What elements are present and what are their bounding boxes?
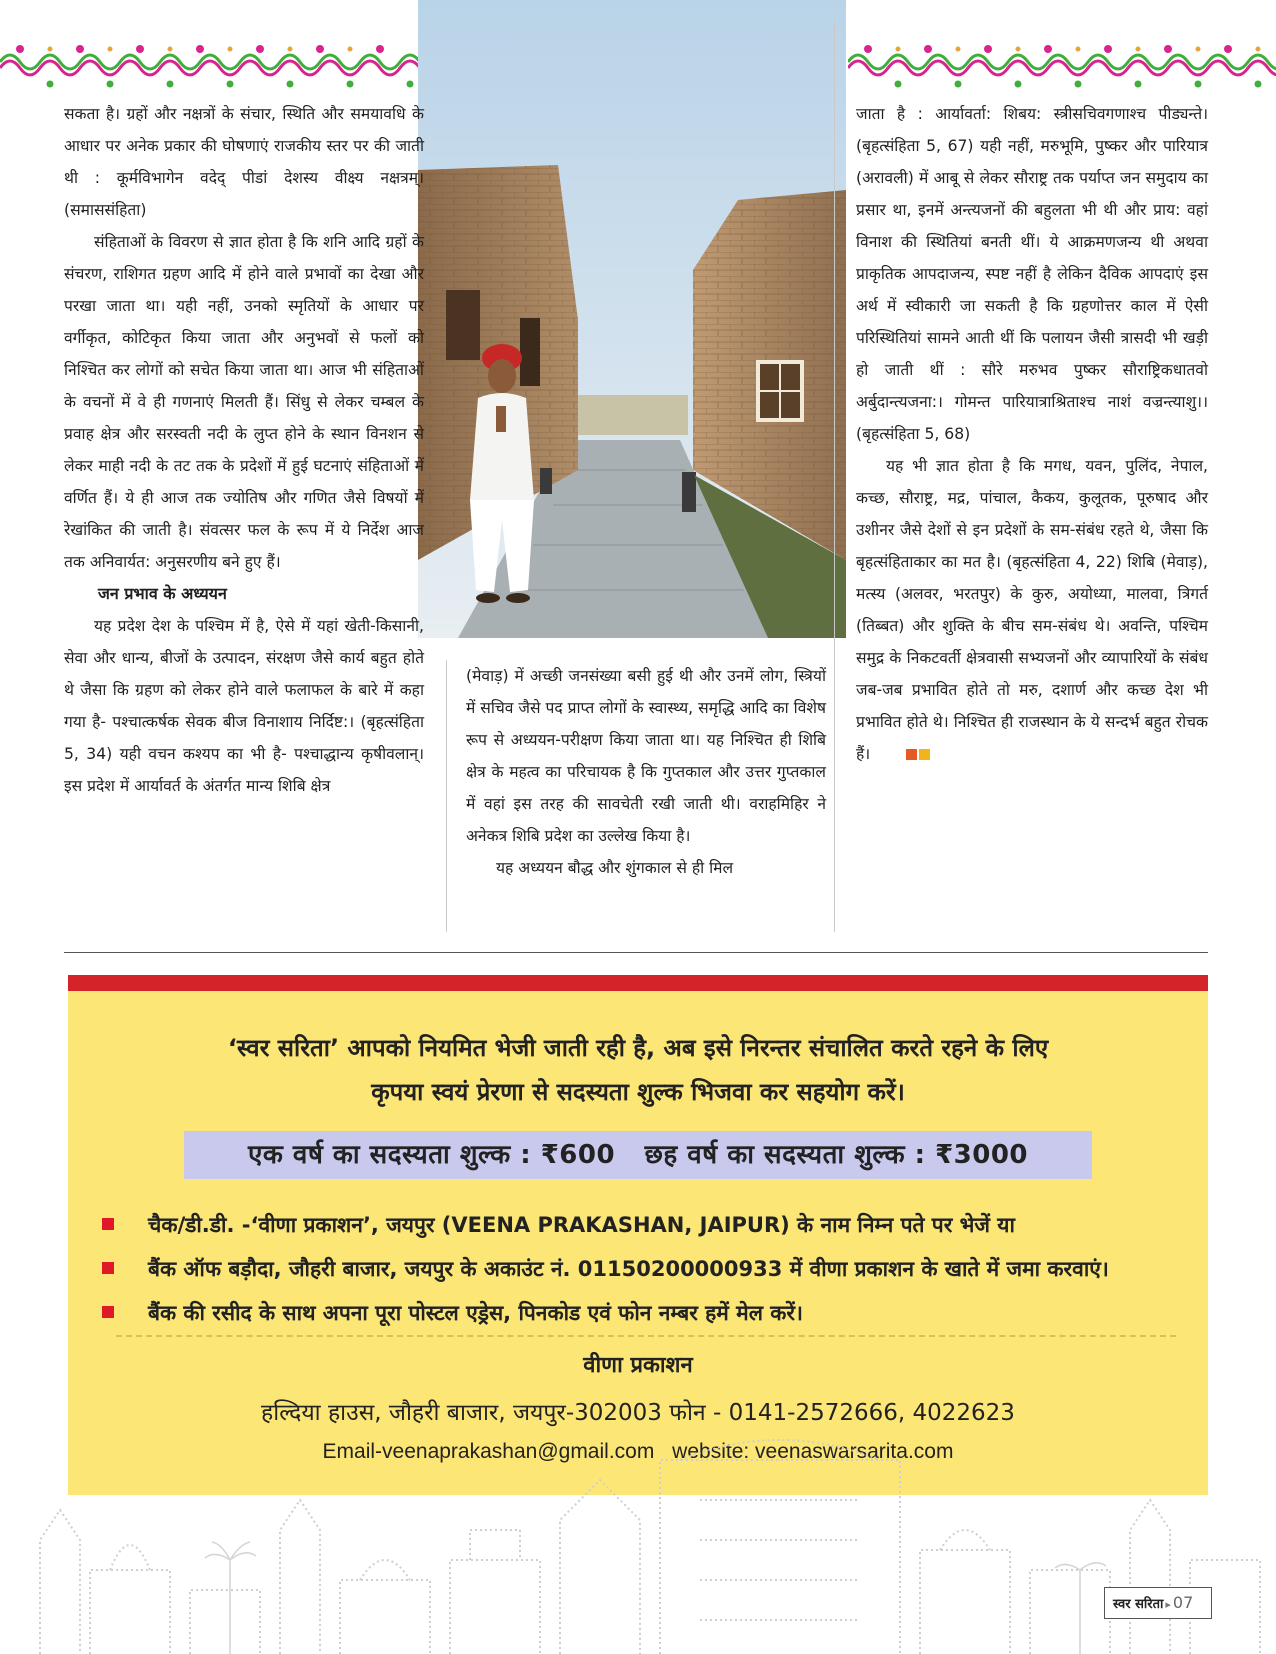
website-link[interactable]: website: veenaswarsarita.com: [672, 1440, 954, 1463]
dashed-divider: [116, 1335, 1176, 1337]
column-divider: [446, 660, 447, 932]
skyline-drawing: [0, 1420, 1276, 1654]
subscription-notice: [68, 975, 1208, 1495]
paragraph: (मेवाड़) में अच्छी जनसंख्या बसी हुई थी और उनमें लोग, स्त्रियों में सचिव जैसे पद प्राप्त लोगों के स्वास्थ्य, समृद्धि आदि का विशेष रूप से अध्ययन-परीक्षण किया जाता था। यह निश्चित ही शिबि क्षेत्र के महत्व का परिचायक है कि गुप्तकाल और उत्तर गुप्तकाल में वहां इस तरह की सावचेती रखी जाती थी। वराहमिहिर ने अनेकत्र शिबि प्रदेश का उल्लेख किया है।: [466, 667, 826, 845]
paragraph: यह अध्ययन बौद्ध और शुंगकाल से ही मिल: [496, 859, 734, 877]
list-item: [102, 1291, 1202, 1335]
fee-bar: [184, 1131, 1092, 1179]
festive-bunting-border: [0, 40, 418, 96]
page-number: 07: [1172, 1593, 1194, 1612]
paragraph-text: यह भी ज्ञात होता है कि मगध, यवन, पुलिंद, नेपाल, कच्छ, सौराष्ट्र, मद्र, पांचाल, कैकय, कुलूतक, पूरुषाद और उशीनर जैसे देशों से इन प्रदेशों के सम-संबंध रहते थे, जैसा कि बृहत्संहिताकार का मत है। (बृहत्संहिता 4, 22) शिबि (मेवाड़), मत्स्य (अलवर, भरतपुर) के कुरु, अयोध्या, मालवा, त्रिगर्त (तिब्बत) और शुक्ति के बीच सम-संबंध थे। अवन्ति, पश्चिम समुद्र के निकटवर्ती क्षेत्रवासी सभ्यजनों और व्यापारियों के संबंध जब-जब प्रभावित होते तो मरु, दशार्ण और कच्छ देश भी प्रभावित होते थे। निश्चित ही राजस्थान के ये सन्दर्भ बहुत रोचक हैं।: [856, 457, 1208, 763]
list-item: [102, 1203, 1202, 1247]
end-of-article-icon: [876, 739, 932, 771]
notice-heading-line-2: कृपया स्वयं प्रेरणा से सदस्यता शुल्क भिजवा कर सहयोग करें।: [371, 1078, 905, 1106]
divider-rule: [64, 952, 1208, 953]
bullet-square-icon: [102, 1306, 114, 1318]
list-item-text: चैक/डी.डी. -‘वीणा प्रकाशन’, जयपुर (VEENA PRAKASHAN, JAIPUR) के नाम निम्न पते पर भेजें या: [148, 1213, 1015, 1237]
list-item-text: बैंक की रसीद के साथ अपना पूरा पोस्टल एड्रेस, पिनकोड एवं फोन नम्बर हमें मेल करें।: [148, 1301, 803, 1325]
arrow-right-icon: ▸: [1165, 1598, 1171, 1611]
column-divider: [834, 20, 835, 932]
article-column-left: [64, 98, 424, 802]
fee-one-year: एक वर्ष का सदस्यता शुल्क : ₹600: [247, 1140, 616, 1170]
payment-instructions: [102, 1203, 1202, 1335]
paragraph: यह प्रदेश देश के पश्चिम में है, ऐसे में यहां खेती-किसानी, सेवा और धान्य, बीजों के उत्पादन, संरक्षण जैसे कार्य बहुत होते थे जैसा कि ग्रहण को लेकर होने वाले फलाफल के बारे में कहा गया है- पश्चात्कर्षक सेवक बीज विनाशाय निर्दिष्ट:। (बृहत्संहिता 5, 34) यही वचन कश्यप का भी है- पश्चाद्धान्य कृषीवलान्। इस प्रदेश में आर्यावर्त के अंतर्गत मान्य शिबि क्षेत्र: [64, 617, 424, 795]
section-heading: जन प्रभाव के अध्ययन: [98, 584, 227, 603]
city-skyline-illustration: [0, 1420, 1276, 1654]
decorative-border-left: [0, 40, 418, 96]
page-folio: [1104, 1587, 1212, 1619]
paragraph: जाता है : आर्यावर्ता: शिबय: स्त्रीसचिवगणाश्च पीड्यन्ते। (बृहत्संहिता 5, 67) यही नहीं, मरुभूमि, पुष्कर और पारियात्र (अरावली) में आबू से लेकर सौराष्ट्र तक पर्याप्त जन समुदाय का प्रसार था, इनमें अन्त्यजनों की बहुलता भी थी और प्राय: वहां विनाश की स्थितियां बनती थीं। ये आक्रमणजन्य थी अथवा प्राकृतिक आपदाजन्य, स्पष्ट नहीं है लेकिन दैविक आपदाएं इस अर्थ में स्वीकारी जा सकती है कि ग्रहणोत्तर काल में ऐसी परिस्थितियां सामने आती थीं कि पलायन जैसी त्रासदी भी खड़ी हो जाती थीं : सौरे मरुभव पुष्कर सौराष्ट्रिकधातवो अर्बुदान्त्यजना:। गोमन्त पारियात्राश्रिताश्च नाशं वज्रन्त्याशु।। (बृहत्संहिता 5, 68): [856, 105, 1208, 443]
paragraph: संहिताओं के विवरण से ज्ञात होता है कि शनि आदि ग्रहों के संचरण, राशिगत ग्रहण आदि में होने वाले प्रभावों का देखा और परखा जाता था। यही नहीं, उनको स्मृतियों के आधार पर वर्गीकृत, कोटिकृत किया जाता और अनुभवों से फलों को निश्चित कर लोगों को सचेत किया जाता था। आज भी संहिताओं के वचनों में वे ही गणनाएं मिलती हैं। सिंधु से लेकर चम्बल के प्रवाह क्षेत्र और सरस्वती नदी के लुप्त होने के स्थान विनशन से लेकर माही नदी के तट तक के प्रदेशों में हुई घटनाएं संहिताओं में वर्णित हैं। ये ही आज तक ज्योतिष और गणित जैसे विषयों में रेखांकित की जाती है। संवत्सर फल के रूप में ये निर्देश आज तक अनिवार्यत: अनुसरणीय बने हुए हैं।: [64, 233, 424, 571]
email-link[interactable]: Email-veenaprakashan@gmail.com: [322, 1440, 655, 1463]
photo-stone-lane-with-man: [418, 0, 846, 638]
notice-heading-line-1: ‘स्वर सरिता’ आपको नियमित भेजी जाती रही है, अब इसे निरन्तर संचालित करते रहने के लिए: [227, 1034, 1049, 1062]
publisher-address: हल्दिया हाउस, जौहरी बाजार, जयपुर-302003 फोन - 0141-2572666, 4022623: [261, 1400, 1015, 1426]
article-column-middle: [466, 660, 826, 884]
festive-bunting-border: [848, 40, 1276, 96]
paragraph: सकता है। ग्रहों और नक्षत्रों के संचार, स्थिति और समयावधि के आधार पर अनेक प्रकार की घोषणाएं राजकीय स्तर पर की जाती थी : कूर्मविभागेन वदेद् पीडां देशस्य वीक्ष्य नक्षत्रम्। (समाससंहिता): [64, 105, 424, 219]
decorative-border-right: [848, 40, 1276, 96]
paragraph: [856, 450, 1208, 771]
article-photo: [418, 0, 846, 638]
publisher-name: वीणा प्रकाशन: [583, 1353, 693, 1378]
bullet-square-icon: [102, 1262, 114, 1274]
magazine-name: स्वर सरिता: [1113, 1597, 1164, 1612]
list-item: [102, 1247, 1202, 1291]
article-column-right: [856, 98, 1208, 771]
list-item-text: बैंक ऑफ बड़ौदा, जौहरी बाजार, जयपुर के अकाउंट नं. 01150200000933 में वीणा प्रकाशन के खाते में जमा करवाएं।: [148, 1257, 1109, 1281]
bullet-square-icon: [102, 1218, 114, 1230]
fee-six-year: छह वर्ष का सदस्यता शुल्क : ₹3000: [644, 1140, 1029, 1170]
